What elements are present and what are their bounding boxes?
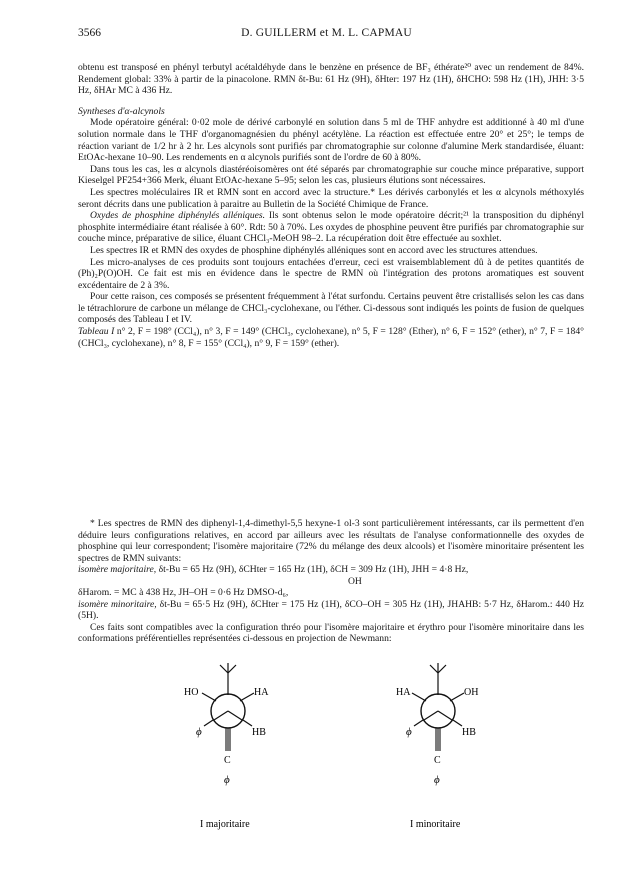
section-heading: Syntheses d'α-alcynols <box>78 105 165 117</box>
main-text <box>78 62 584 349</box>
paragraph: obtenu est transposé en phényl terbutyl acétaldéhyde dans le benzène en présence de BF₃ éthérate²⁰ avec un rendement de 84%. Rendement global: 33% à partir de la pinacolone. RMN δt-Bu: 61 Hz (9H), δHter: 197 Hz (1H), δHCHO: 598 Hz (1H), JHH: 3·5 Hz, δHAr MC à 436 Hz. <box>78 62 584 97</box>
run-in-heading: Oxydes de phosphine diphénylés alléniques. <box>90 210 266 222</box>
run-in-heading: Tableau I <box>78 326 115 338</box>
label-phenyl: ϕ <box>224 774 230 786</box>
footnote <box>78 518 584 645</box>
paragraph <box>78 326 584 349</box>
newman-projections-svg <box>78 655 584 835</box>
figure-caption: I majoritaire <box>200 819 250 830</box>
paragraph: Les spectres IR et RMN des oxydes de phosphine diphénylés alléniques sont en accord avec les structures attendues. <box>90 244 538 256</box>
label-mid-left: ϕ <box>406 726 412 738</box>
nmr-data: δt-Bu = 65·5 Hz (9H), δCHter = 175 Hz (1H), δCO–OH = 305 Hz (1H), JHAHB: 5·7 Hz, δHarom.: 440 Hz (5H). <box>78 598 585 622</box>
label-mid-right: HB <box>462 727 476 738</box>
label-mid-left: ϕ <box>196 726 202 738</box>
running-header <box>78 27 575 43</box>
footnote-paragraph: Ces faits sont compatibles avec la configuration thréo pour l'isomère majoritaire et érythro pour l'isomère minoritaire dans les conformations préférentielles représentées ci-dessous en projection de Newmann: <box>78 621 584 645</box>
paragraph-text: n° 2, F = 198° (CCl₄), n° 3, F = 149° (CHCl₃, cyclohexane), n° 5, F = 128° (Ether), n° 6, F = 152° (ether), n° 7, F = 184° (CHCl₃, cyclohexane), n° 8, F = 155° (CCl₄), n° 9, F = 159° (ether). <box>78 326 584 349</box>
label-carbon: C <box>224 755 231 766</box>
newman-figures <box>78 655 584 835</box>
isomer-label: isomère minoritaire, <box>78 598 157 610</box>
paragraph-text: Ils sont obtenus selon le mode opératoire décrit;²¹ la transposition du diphényl phosphite intermédiaire étant réalisée à 60°. Rdt: 50 à 70%. Les oxydes de phosphine peuvent être purifiés par chromatographie sur couche mince, préparative de silice, éluant CHCl₃-MeOH 98–2. La récupération doit être effectuée au soxhlet. <box>78 210 584 245</box>
footnote-line <box>78 599 584 622</box>
paragraph: Dans tous les cas, les α alcynols diastéréoisomères ont été séparés par chromatographie sur couche mince préparative, support Kieselgel PF254+366 Merk, éluant EtOAc-hexane 5–95; selon les cas, plusieurs élutions sont nécessaires. <box>78 163 584 187</box>
author-line: D. GUILLERM et M. L. CAPMAU <box>241 27 412 39</box>
figure-caption: I minoritaire <box>410 819 461 830</box>
label-phenyl: ϕ <box>434 774 440 786</box>
paragraph: Les spectres moléculaires IR et RMN sont en accord avec la structure.* Les dérivés carbonylés et les α alcynols méthoxylés seront décrits dans une publication à paraitre au Bulletin de la Société Chimique de France. <box>78 186 584 210</box>
label-top-right: OH <box>464 687 479 698</box>
footnote-paragraph: * Les spectres de RMN des diphenyl-1,4-dimethyl-5,5 hexyne-1 ol-3 sont particulièrement intéressants, car ils permettent d'en déduire leurs configurations relatives, en accord par ailleurs avec les résultats de l'analyse conformationnelle des oxydes de phosphine qui leur correspondent; l'isomère majoritaire (72% du mélange des deux alcools) et l'isomère minoritaire présentent les spectres de RMN suivants: <box>78 518 584 564</box>
nmr-data: δt-Bu = 65 Hz (9H), δCHter = 165 Hz (1H), δCH = 309 Hz (1H), JHH = 4·8 Hz, <box>158 564 469 576</box>
paragraph <box>78 210 584 245</box>
label-mid-right: HB <box>252 727 266 738</box>
oh-subscript: OH <box>348 575 362 587</box>
paragraph: Les micro-analyses de ces produits sont toujours entachées d'erreur, ceci est vraisemblablement dû à de petites quantités de (Ph)₂P(O)OH. Ce fait est mis en évidence dans le spectre de RMN où l'intégration des protons aromatiques est souvent excédentaire de 2 à 3%. <box>78 256 584 291</box>
paragraph: Pour cette raison, ces composés se présentent fréquemment à l'état surfondu. Certains peuvent être cristallisés selon les cas dans le tétrachlorure de carbone un mélange de CHCl₃-cyclohexane, ou l'éther. Ci-dessous sont indiqués les points de fusion de quelques composés des Tableau I et IV. <box>78 291 584 326</box>
isomer-label: isomère majoritaire, <box>78 564 157 576</box>
label-top-right: HA <box>254 687 269 698</box>
page-number: 3566 <box>78 27 101 39</box>
footnote-line: δHarom. = MC à 438 Hz, JH–OH = 0·6 Hz DMSO-d₆, <box>78 586 289 598</box>
label-top-left: HA <box>396 687 411 698</box>
footnote-line <box>78 564 584 576</box>
label-carbon: C <box>434 755 441 766</box>
newman-projection-majoritaire <box>184 663 269 830</box>
newman-projection-minoritaire <box>396 663 478 830</box>
label-top-left: HO <box>184 687 199 698</box>
paragraph: Mode opératoire général: 0·02 mole de dérivé carbonylé en solution dans 5 ml de THF anhydre est additionné à 40 ml d'une solution normale dans le THF d'organomagnésien du phényl acétylène. La réaction est effectuée entre 20° et 25°; le temps de réaction variant de 1/2 hr à 2 hr. Les alcynols sont purifiés par chromatographie sur colonne d'alumine Merk standardisée, éluant: EtOAc-hexane 10–90. Les rendements en α alcynols purifiés sont de l'ordre de 60 à 80%. <box>78 117 584 164</box>
